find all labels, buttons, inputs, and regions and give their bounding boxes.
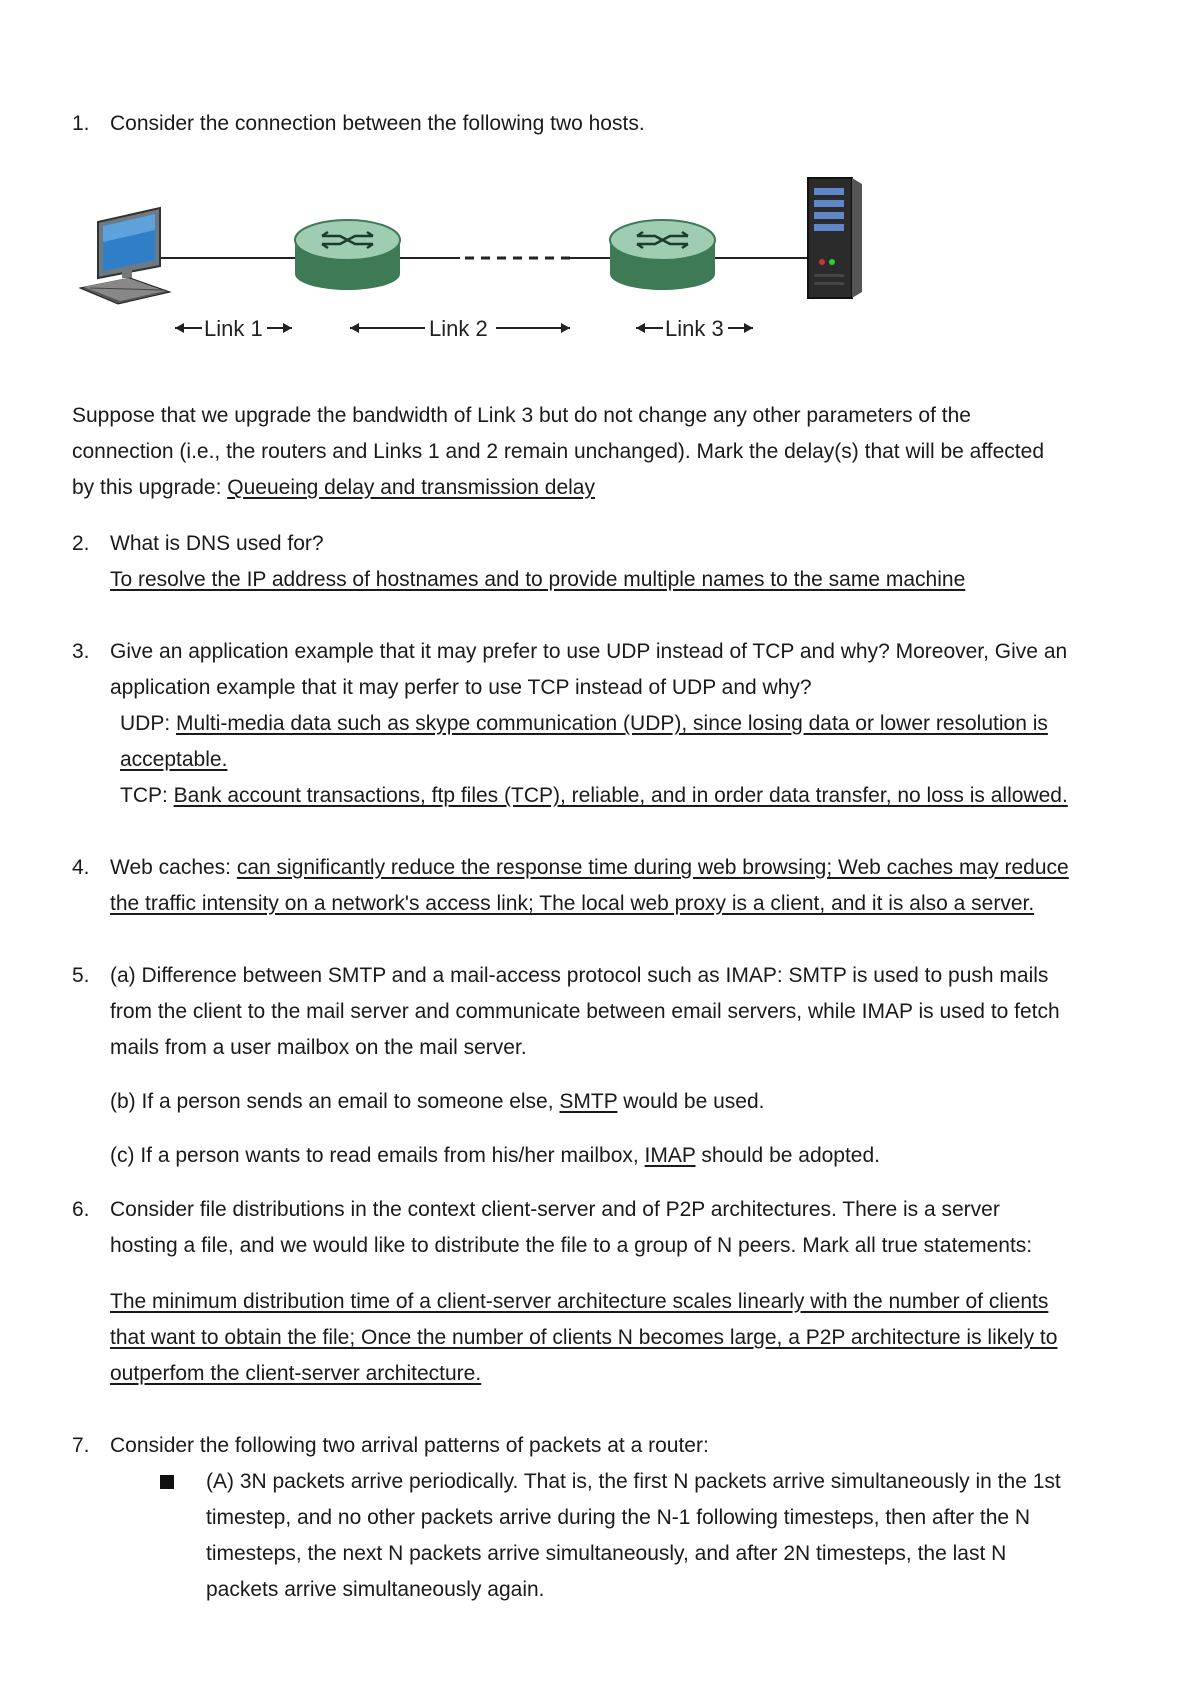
q1-number: 1.	[72, 112, 90, 135]
link-1-label-group	[175, 316, 292, 341]
q3-tcp-answer: Bank account transactions, ftp files (TCP), reliable, and in order data transfer, no loss is allowed.	[173, 784, 1068, 807]
link-1-label: Link 1	[204, 316, 263, 341]
q1-body-line-1: Suppose that we upgrade the bandwidth of Link 3 but do not change any other parameters of the	[72, 404, 971, 427]
q6-answer-line-3: outperfom the client-server architecture.	[110, 1362, 482, 1385]
q2-answer: To resolve the IP address of hostnames and to provide multiple names to the same machine	[110, 568, 966, 591]
q7-number: 7.	[72, 1434, 90, 1457]
link-2-label: Link 2	[429, 316, 488, 341]
q7-a-line-4: packets arrive simultaneously again.	[206, 1578, 545, 1601]
q5-c-suffix: should be adopted.	[695, 1144, 881, 1167]
q7-a-line-2: timestep, and no other packets arrive during the N-1 following timesteps, then after the N	[206, 1506, 1031, 1529]
link-3-label-group	[636, 316, 753, 341]
q3-udp-line-2: acceptable.	[120, 748, 228, 771]
q5-a-line-2: from the client to the mail server and communicate between email servers, while IMAP is used to fetch	[110, 1000, 1060, 1023]
q4-label: Web caches:	[110, 856, 237, 879]
q5-b-prefix: (b) If a person sends an email to someone else,	[110, 1090, 560, 1113]
square-bullet-icon	[160, 1475, 174, 1489]
q5-a-line-3: mails from a user mailbox on the mail server.	[110, 1036, 527, 1059]
q4-number: 4.	[72, 856, 90, 879]
q3-tcp-label: TCP:	[120, 784, 174, 807]
q6-number: 6.	[72, 1198, 90, 1221]
q5-number: 5.	[72, 964, 90, 987]
q1-prompt: Consider the connection between the following two hosts.	[110, 112, 645, 135]
q5-b-answer: SMTP	[559, 1090, 618, 1113]
q6-prompt-line-2: hosting a file, and we would like to distribute the file to a group of N peers. Mark all true statements:	[110, 1234, 1033, 1257]
q3-udp-label: UDP:	[120, 712, 177, 735]
q6-answer-line-1: The minimum distribution time of a client-server architecture scales linearly with the number of clients	[110, 1290, 1049, 1313]
q5-c-prefix: (c) If a person wants to read emails from his/her mailbox,	[110, 1144, 645, 1167]
network-diagram	[70, 170, 890, 360]
q5-c-line	[110, 1142, 880, 1170]
q6-answer-line-2: that want to obtain the file; Once the number of clients N becomes large, a P2P architecture is likely to	[110, 1326, 1058, 1349]
q3-prompt-line-2: application example that it may perfer to use TCP instead of UDP and why?	[110, 676, 812, 699]
q1-body-prefix: by this upgrade:	[72, 476, 228, 499]
q3-prompt-line-1: Give an application example that it may prefer to use UDP instead of TCP and why? Moreover, Give an	[110, 640, 1068, 663]
link-2-label-group	[350, 316, 570, 341]
q4-line-1	[110, 854, 1069, 882]
server-tower-icon	[808, 178, 862, 298]
q5-a-line-1: (a) Difference between SMTP and a mail-access protocol such as IMAP: SMTP is used to push mails	[110, 964, 1049, 987]
q7-a-line-3: timesteps, the next N packets arrive simultaneously, and after 2N timesteps, the last N	[206, 1542, 1007, 1565]
q2-number: 2.	[72, 532, 90, 555]
router-icon	[610, 220, 715, 290]
desktop-computer-icon	[80, 208, 170, 304]
q3-tcp-line	[120, 782, 1068, 810]
router-icon	[295, 220, 400, 290]
q3-udp-line-1	[120, 710, 1048, 738]
q2-prompt: What is DNS used for?	[110, 532, 324, 555]
q4-answer-part-2: the traffic intensity on a network's access link; The local web proxy is a client, and it is also a server.	[110, 892, 1035, 915]
link-3-label: Link 3	[665, 316, 724, 341]
q1-body-line-2: connection (i.e., the routers and Links 1 and 2 remain unchanged). Mark the delay(s) that will be affected	[72, 440, 1044, 463]
q3-number: 3.	[72, 640, 90, 663]
q7-a-line-1: (A) 3N packets arrive periodically. That is, the first N packets arrive simultaneously in the 1st	[206, 1470, 1061, 1493]
q1-body-line-3	[72, 474, 595, 502]
q7-prompt: Consider the following two arrival patterns of packets at a router:	[110, 1434, 709, 1457]
q1-answer: Queueing delay and transmission delay	[227, 476, 595, 499]
q5-b-line	[110, 1088, 765, 1116]
q5-c-answer: IMAP	[644, 1144, 696, 1167]
q6-prompt-line-1: Consider file distributions in the context client-server and of P2P architectures. There is a server	[110, 1198, 1000, 1221]
q4-answer-part-1: can significantly reduce the response time during web browsing; Web caches may reduce	[236, 856, 1069, 879]
q3-udp-answer: Multi-media data such as skype communication (UDP), since losing data or lower resolution is	[176, 712, 1048, 735]
q5-b-suffix: would be used.	[617, 1090, 765, 1113]
